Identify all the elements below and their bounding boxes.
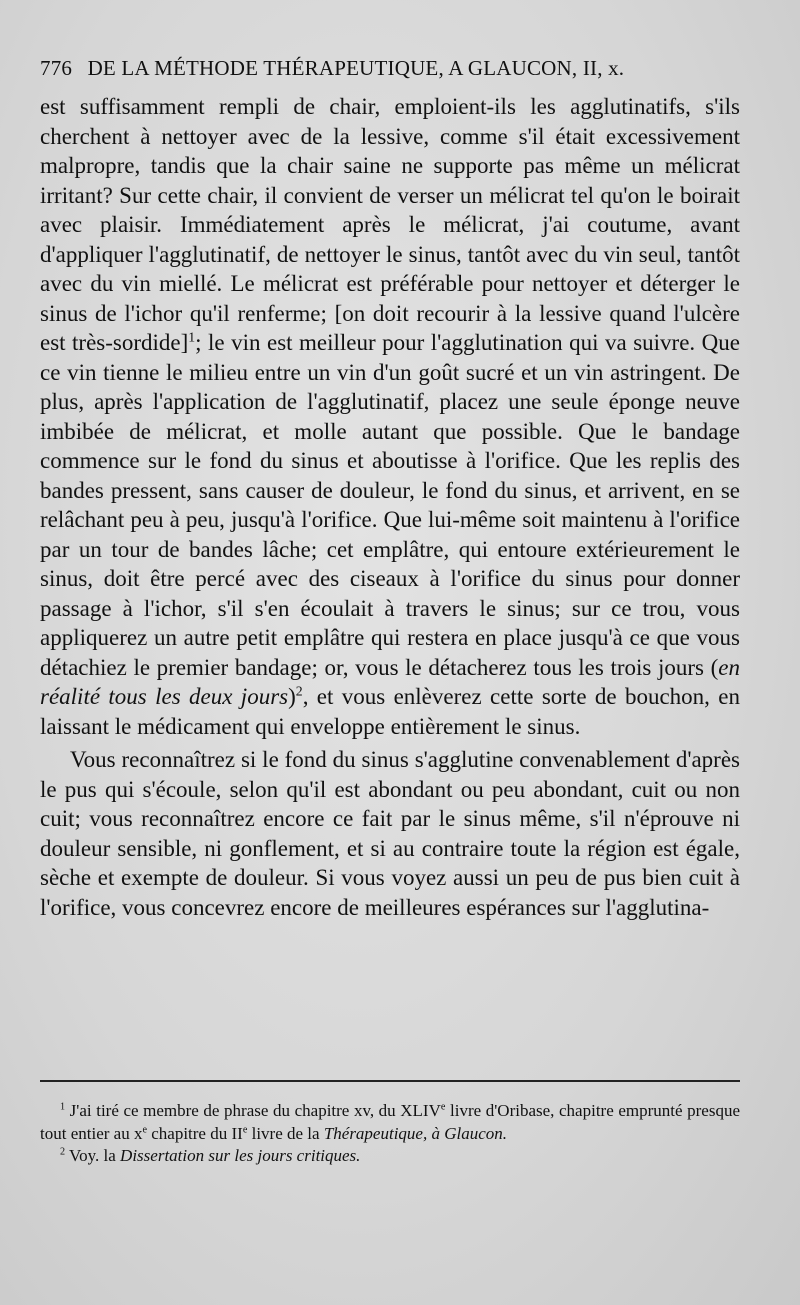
main-text [40, 92, 740, 922]
footnote-1-text-c: chapitre du II [146, 1123, 243, 1143]
paragraph-2: Vous reconnaîtrez si le fond du sinus s'agglutine convenablement d'après le pus qui s'écoule, selon qu'il est abondant ou peu abondant, cuit ou non cuit; vous reconnaîtrez encore ce fait par le sinus même, s'il n'éprouve ni douleur sensible, ni gonflement, et si au contraire toute la région est égale, sèche et exempte de douleur. Si vous voyez aussi un peu de pus bien cuit à l'orifice, vous concevrez encore de meilleures espérances sur l'agglutina- [40, 747, 740, 920]
footnote-1-text-d: livre de la [247, 1123, 324, 1143]
paragraph-1 [40, 92, 740, 741]
paragraph-1-text-b: ; le vin est meilleur pour l'agglutination qui va suivre. Que ce vin tienne le milieu entre un vin d'un goût sucré et un vin astringent. De plus, après l'application de l'agglutinatif, placez une seule éponge neuve imbibée de mélicrat, et molle autant que possible. Que le bandage commence sur le fond du sinus et aboutisse à l'orifice. Que les replis des bandes pressent, sans causer de douleur, le fond du sinus, et arrivent, en se relâchant peu à peu, jusqu'à l'orifice. Que lui-même soit maintenu à l'orifice par un tour de bandes lâche; cet emplâtre, qui entoure extérieurement le sinus, doit être percé avec des ciseaux à l'orifice du sinus pour donner passage à l'ichor, s'il s'en écoulait à travers le sinus; sur ce trou, vous appliquerez un autre petit emplâtre qui restera en place jusqu'à ce que vous détachiez le premier bandage; or, vous le détacherez tous les trois jours ( [40, 330, 740, 680]
footnote-2-text: Voy. la [65, 1146, 121, 1165]
running-title: DE LA MÉTHODE THÉRAPEUTIQUE, A GLAUCON, II, x. [87, 56, 625, 80]
running-header [40, 56, 730, 81]
footnote-1-text-b: livre d'Oribase, chapitre emprunté presque tout entier au x [40, 1101, 740, 1143]
footnote-1-sup-c: e [242, 1123, 248, 1135]
paragraph-1-text-d: , et vous enlèverez cette sorte de bouchon, en laissant le médicament qui enveloppe entièrement le sinus. [40, 684, 740, 739]
footnote-1 [40, 1100, 740, 1145]
footnote-ref-2: 2 [295, 683, 303, 699]
footnote-1-text-a: J'ai tiré ce membre de phrase du chapitre xv, du XLIV [65, 1101, 441, 1120]
footnote-1-sup-b: e [142, 1123, 147, 1135]
footnote-ref-1: 1 [188, 329, 196, 345]
footnote-1-mark: 1 [60, 1101, 66, 1113]
page-number: 776 [40, 56, 73, 80]
footnote-rule [40, 1080, 740, 1082]
footnote-1-sup-a: e [440, 1101, 446, 1113]
paragraph-1-text-c: ) [288, 684, 296, 709]
footnotes [40, 1100, 740, 1168]
footnote-2 [40, 1145, 740, 1168]
footnote-2-mark: 2 [60, 1146, 66, 1158]
paragraph-1-text-a: est suffisamment rempli de chair, emploient-ils les agglutinatifs, s'ils cherchent à nettoyer avec de la lessive, comme s'il était excessivement malpropre, tandis que la chair saine ne supporte pas même un mélicrat irritant? Sur cette chair, il convient de verser un mélicrat tel qu'on le boirait avec plaisir. Immédiatement après le mélicrat, j'ai coutume, avant d'appliquer l'agglutinatif, de nettoyer le sinus, tantôt avec du vin seul, tantôt avec du vin miellé. Le mélicrat est préférable pour nettoyer et déterger le sinus de l'ichor qu'il renferme; [on doit recourir à la lessive quand l'ulcère est très-sordide] [40, 94, 740, 355]
footnote-2-italic: Dissertation sur les jours critiques. [120, 1146, 361, 1165]
footnote-1-italic: Thérapeutique, à Glaucon. [323, 1123, 508, 1143]
paragraph-1-italic: en réalité tous les deux jours [40, 654, 740, 709]
